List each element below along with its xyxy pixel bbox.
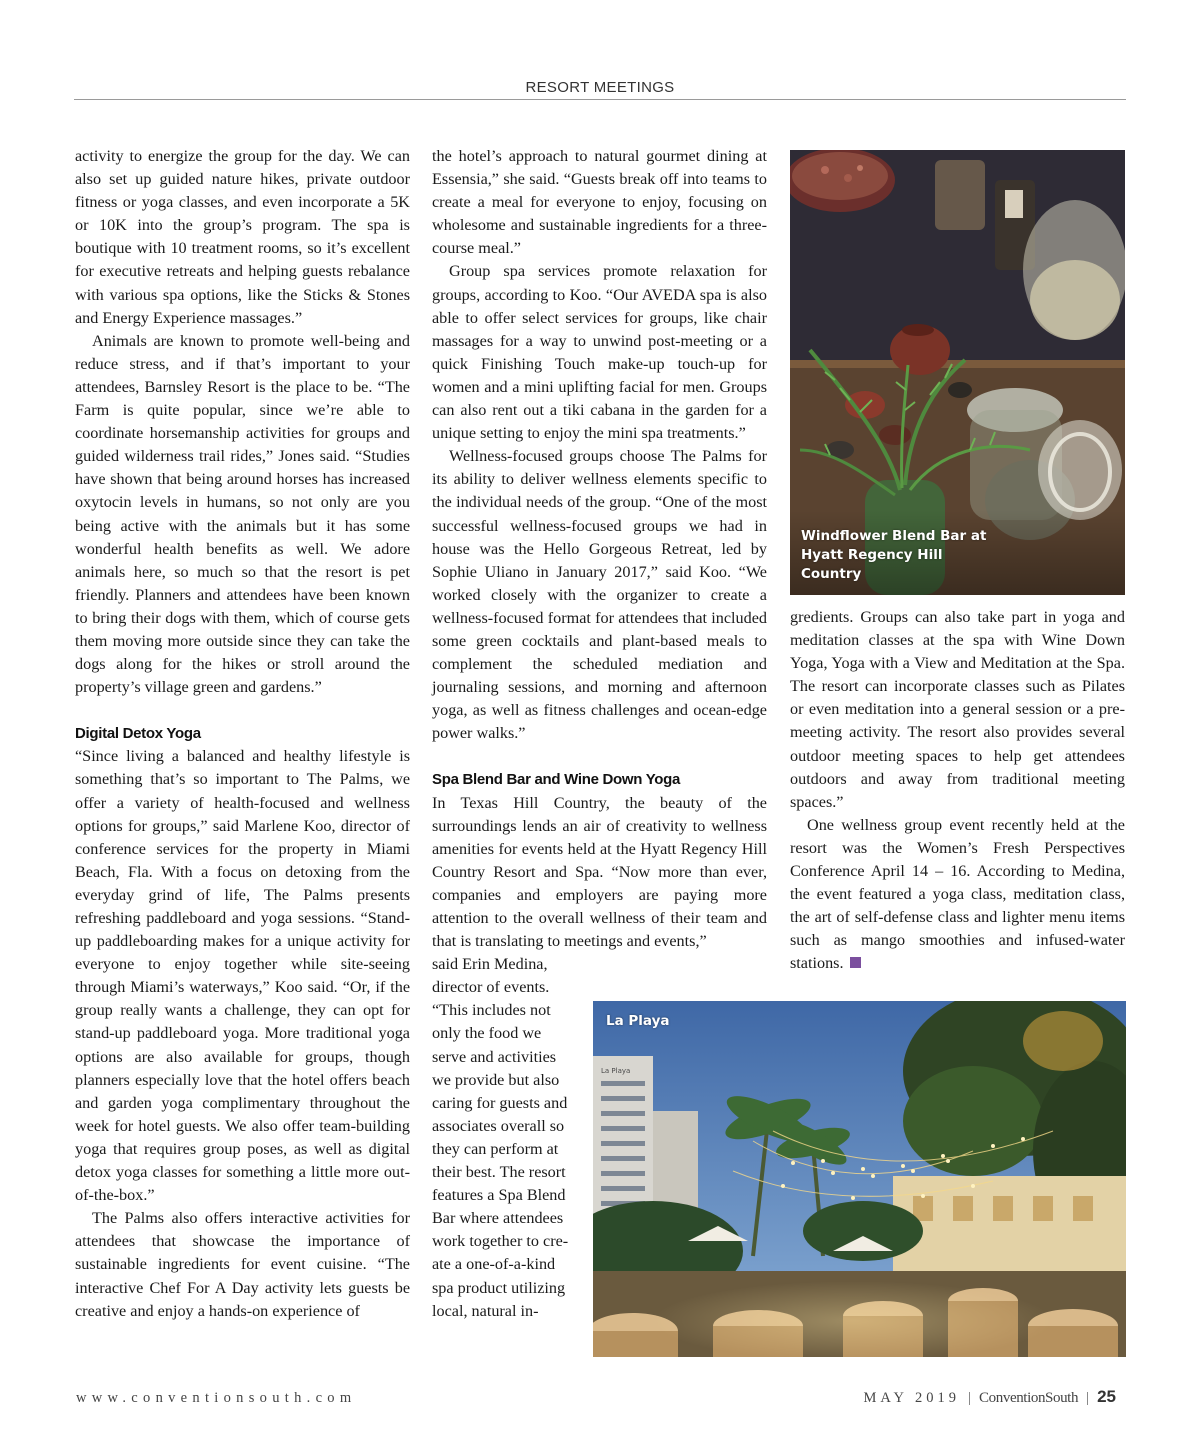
photo-windflower-blend-bar <box>790 150 1125 595</box>
article-column-1 <box>75 145 410 1323</box>
photo-illustration <box>593 1001 1126 1357</box>
footer-folio <box>863 1387 1116 1407</box>
header-rule <box>74 99 1126 100</box>
photo-caption: La Playa <box>606 1013 670 1029</box>
separator: | <box>1086 1390 1090 1406</box>
paragraph: Group spa services promote relaxation for groups, according to Koo. “Our AVEDA spa is also able to offer select services for groups, like chair massages for a way to unwind post-meeting or a quick Finishing Touch make-up touch-up for women and a mini uplifting facial for men. Groups can also rent out a tiki cabana in the garden for a unique setting to enjoy the mini spa treatments.” <box>432 262 767 443</box>
paragraph-text: One wellness group event recently held at the resort was the Women’s Fresh Perspectives Conference April 14 – 16. According to Medina, the event featured a yoga class, meditation class, the art of self-defense class and lighter menu items such as mango smoothies and infused-water stations. <box>790 815 1125 973</box>
subheading-spa-blend-bar: Spa Blend Bar and Wine Down Yoga <box>432 771 681 789</box>
text-line: their best. The resort <box>432 1163 566 1182</box>
text-line: spa product utilizing <box>432 1278 566 1297</box>
footer-date: MAY 2019 <box>863 1390 961 1406</box>
text-line: only the food we <box>432 1024 542 1043</box>
text-line: said Erin Medina, <box>432 955 548 974</box>
building-sign: La Playa <box>601 1067 631 1075</box>
paragraph: “Since living a balanced and healthy lifestyle is something that’s so important to The Palms, we offer a variety of health-focused and wellness options for groups,” said Marlene Koo, director of conference services for the property in Miami Beach, Fla. With a focus on detoxing from the everyday grind of life, The Palms presents refreshing paddleboard and yoga sessions. “Stand-up paddleboarding makes for a unique activity for everyone to enjoy together while site-seeing through Miami’s waterways,” Koo said. “Or, if the group really wants a challenge, they can opt for stand-up paddleboard yoga. More traditional yoga options are also available for groups, though planners especially love that the hotel offers beach and garden yoga complimentary throughout the week for hotel guests. We also offer team-building yoga that requires group poses, as well as digital detox yoga classes for something a little more out-of-the-box.” <box>75 747 410 1205</box>
page-number: 25 <box>1097 1387 1116 1406</box>
text-line: caring for guests and <box>432 1093 568 1112</box>
end-of-story-mark <box>850 957 861 968</box>
paragraph: activity to energize the group for the day. We can also set up guided nature hikes, private outdoor fitness or yoga classes, and even incorporate a 5K or 10K into the group’s program. The spa is boutique with 10 treatment rooms, so it’s excellent for executive retreats and helping guests rebalance with various spa options, like the Sticks & Stones and Energy Experience massages.” <box>75 147 410 327</box>
subheading-digital-detox-yoga: Digital Detox Yoga <box>75 725 201 743</box>
text-line: associates overall so <box>432 1116 565 1135</box>
text-line: features a Spa Blend <box>432 1186 566 1205</box>
paragraph: Animals are known to promote well-being and reduce stress, and if that’s important to your attendees, Barnsley Resort is the place to be. “The Farm is quite popular, since we’re able to coordinate horsemanship activities for groups and guided wilderness trail rides,” Jones said. “Studies have shown that being around horses has increased oxytocin levels in humans, so not only are you being active with the animals but it has some wonderful health benefits as well. We adore animals here, so much so that the resort is pet friendly. Planners and attendees have been known to bring their dogs with them, which of course gets them moving more outside since they can take the dogs along for the hikes or stroll around the property’s village green and gardens.” <box>75 331 410 697</box>
paragraph: the hotel’s approach to natural gourmet dining at Essensia,” she said. “Guests break off into teams to create a meal for everyone to enjoy, focusing on wholesome and sustainable ingredients for a three-course meal.” <box>432 147 767 258</box>
paragraph <box>790 814 1125 976</box>
text-line: work together to cre- <box>432 1232 569 1251</box>
paragraph: In Texas Hill Country, the beauty of the surroundings lends an air of creativity to wellness amenities for events held at the Hyatt Regency Hill Country Resort and Spa. “Now more than ever, companies and employers are paying more attention to the overall wellness of their team and that is translating to meetings and events,” <box>432 793 767 951</box>
article-column-3 <box>790 606 1125 976</box>
paragraph: Wellness-focused groups choose The Palms for its ability to deliver wellness elements specific to the individual needs of the group. “One of the most successful wellness-focused groups we had in house was the Hello Gorgeous Retreat, led by Sophie Uliano in January 2017,” said Koo. “We worked closely with the organizer to create a wellness-focused format for attendees that included some green cocktails and plant-based meals to complement the scheduled mediation and journaling sessions, and morning and afternoon yoga, as well as fitness challenges and ocean-edge power walks.” <box>432 447 767 743</box>
text-line: serve and activities <box>432 1047 557 1066</box>
footer-publication: ConventionSouth <box>979 1390 1079 1406</box>
text-line: Bar where attendees <box>432 1209 564 1228</box>
paragraph: gredients. Groups can also take part in yoga and meditation classes at the spa with Wine Down Yoga, Yoga with a View and Meditation at the Spa. The resort can incorporate classes such as Pilates or even meditation into a general session or a pre-meeting activity. The resort also provides several outdoor meeting spaces to help get attendees outdoors and away from traditional meeting spaces.” <box>790 608 1125 811</box>
separator: | <box>968 1390 972 1406</box>
text-line: local, natural in- <box>432 1301 539 1320</box>
section-header: RESORT MEETINGS <box>525 79 675 96</box>
text-line: ate a one-of-a-kind <box>432 1255 556 1274</box>
footer-website: www.conventionsouth.com <box>76 1390 357 1406</box>
text-line: they can perform at <box>432 1139 559 1158</box>
text-line: “This includes not <box>432 1001 551 1020</box>
paragraph: The Palms also offers interactive activities for attendees that showcase the importance of sustainable ingredients for event cuisine. “The interactive Chef For A Day activity lets guests be creative and enjoy a hands-on experience of <box>75 1209 410 1320</box>
text-line: director of events. <box>432 978 550 997</box>
photo-caption: Windflower Blend Bar at Hyatt Regency Hill Country <box>801 528 987 582</box>
photo-la-playa <box>593 1001 1126 1357</box>
text-line: we provide but also <box>432 1070 560 1089</box>
